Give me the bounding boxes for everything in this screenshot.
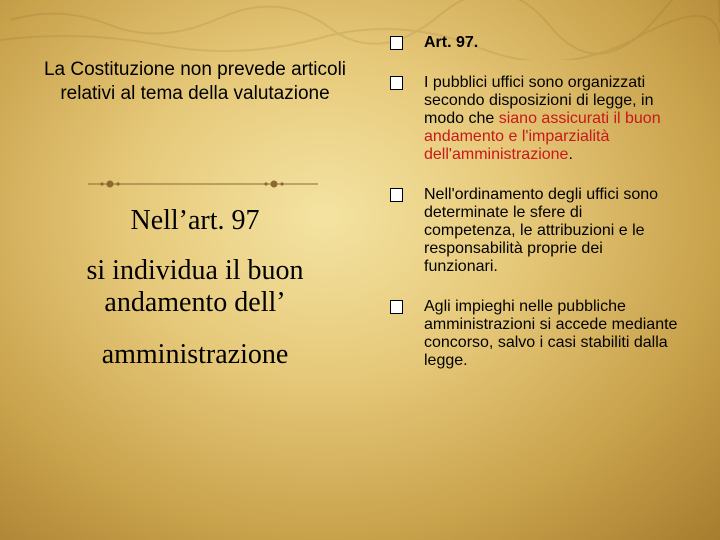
checkbox-bullet-icon bbox=[390, 36, 403, 50]
list-item bbox=[388, 298, 678, 370]
paragraph-text: Nell'ordinamento degli uffici sono determinate le sfere di competenza, le attribuzioni e le responsabilità proprie dei funzionari. bbox=[424, 186, 659, 275]
checkbox-bullet-icon bbox=[390, 300, 403, 314]
left-body bbox=[40, 205, 350, 371]
article-heading: Art. 97. bbox=[424, 34, 479, 51]
checkbox-bullet-icon bbox=[390, 188, 403, 202]
paragraph-end: . bbox=[568, 146, 573, 163]
list-item bbox=[388, 74, 678, 164]
paragraph-text: Agli impieghi nelle pubbliche amministrazioni si accede mediante concorso, salvo i casi stabiliti dalla legge. bbox=[424, 298, 678, 369]
left-title: La Costituzione non prevede articoli relativi al tema della valutazione bbox=[43, 59, 347, 104]
paragraph-text: I pubblici uffici sono organizzati secondo disposizioni di legge, in modo che bbox=[424, 74, 654, 127]
checkbox-bullet-icon bbox=[390, 76, 403, 90]
list-item bbox=[388, 34, 678, 52]
article-text-list bbox=[388, 34, 678, 370]
highlighted-text: siano assicurati il buon andamento e l'imparzialità dell'amministrazione bbox=[424, 110, 661, 163]
ornament-divider bbox=[88, 176, 318, 192]
body-line-art: Nell’art. 97 bbox=[130, 205, 260, 236]
list-item bbox=[388, 186, 678, 276]
body-line-buon-andamento: si individua il buon andamento dell’ bbox=[86, 255, 304, 318]
body-line-amministrazione: amministrazione bbox=[101, 339, 289, 370]
